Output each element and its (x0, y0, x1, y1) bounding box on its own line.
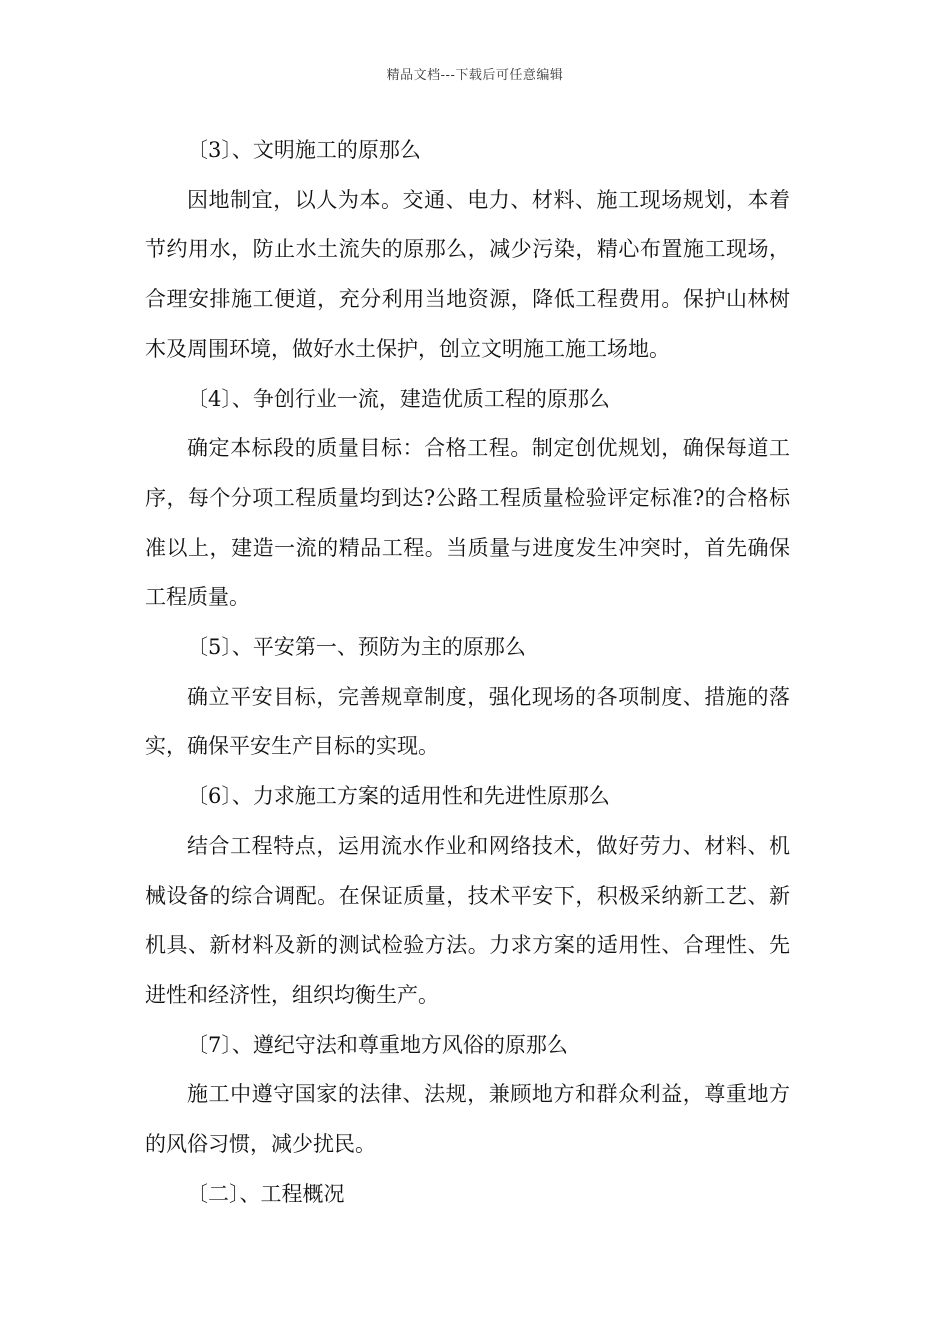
body-paragraph: 确定本标段的质量目标：合格工程。制定创优规划，确保每道工序，每个分项工程质量均到达?公路工程质量检验评定标准?的合格标准以上，建造一流的精品工程。当质量与进度发生冲突时，首先确保工程质量。 (145, 436, 790, 610)
section-heading: 〔3〕、文明施工的原那么 (187, 138, 421, 162)
section-heading: 〔4〕、争创行业一流，建造优质工程的原那么 (187, 386, 610, 411)
document-body (145, 126, 790, 1219)
body-paragraph: 因地制宜，以人为本。交通、电力、材料、施工现场规划，本着节约用水，防止水土流失的原那么，减少污染，精心布置施工现场，合理安排施工便道，充分利用当地资源，降低工程费用。保护山林树木及周围环境，做好水土保护，创立文明施工施工场地。 (145, 187, 790, 361)
section-heading: 〔二〕、工程概况 (187, 1181, 345, 1206)
section-heading: 〔6〕、力求施工方案的适用性和先进性原那么 (187, 784, 610, 809)
section-heading: 〔7〕、遵纪守法和尊重地方风俗的原那么 (187, 1032, 568, 1057)
body-paragraph: 确立平安目标，完善规章制度，强化现场的各项制度、措施的落实，确保平安生产目标的实现。 (145, 684, 790, 759)
body-paragraph: 结合工程特点，运用流水作业和网络技术，做好劳力、材料、机械设备的综合调配。在保证质量，技术平安下，积极采纳新工艺、新机具、新材料及新的测试检验方法。力求方案的适用性、合理性、先进性和经济性，组织均衡生产。 (145, 833, 790, 1007)
body-paragraph: 施工中遵守国家的法律、法规，兼顾地方和群众利益，尊重地方的风俗习惯，减少扰民。 (145, 1082, 790, 1157)
section-heading: 〔5〕、平安第一、预防为主的原那么 (187, 635, 526, 660)
page-header: 精品文档---下载后可任意编辑 (386, 68, 564, 83)
